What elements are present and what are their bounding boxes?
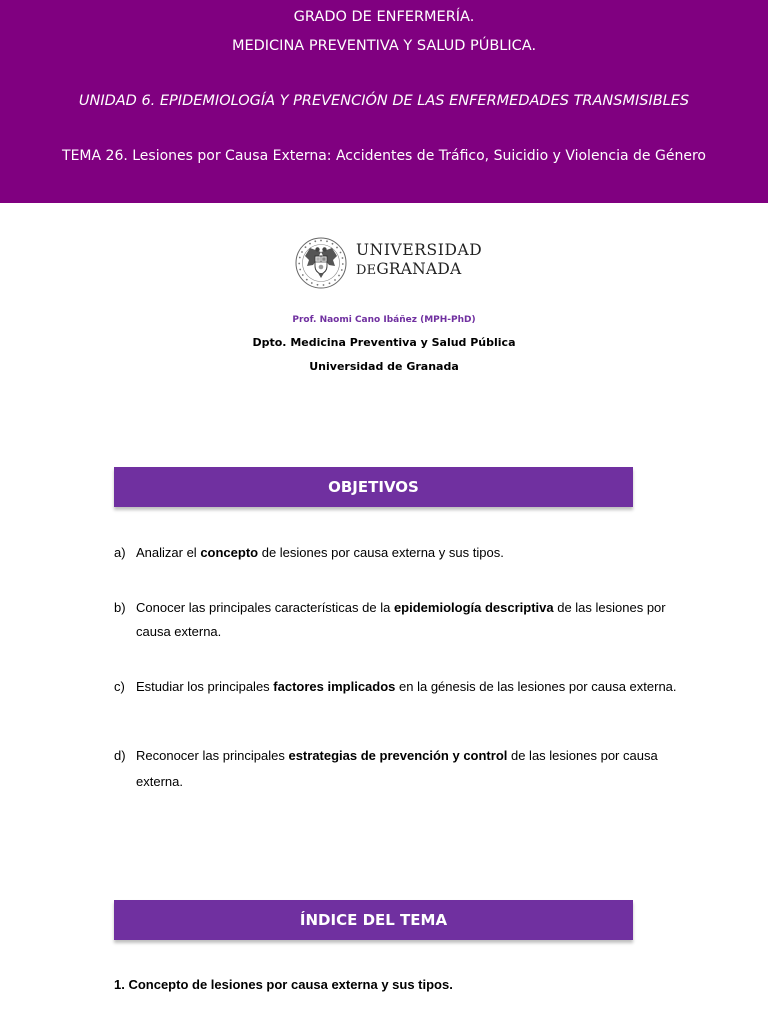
wordmark-line-2 (356, 260, 482, 280)
objective-keyword: factores implicados (273, 679, 396, 694)
document-header (0, 0, 768, 203)
degree-title: GRADO DE ENFERMERÍA. (293, 9, 475, 25)
index-heading: ÍNDICE DEL TEMA (114, 900, 633, 940)
objective-text: Analizar el concepto de lesiones por causa externa y sus tipos. (136, 545, 504, 560)
topic-title: TEMA 26. Lesiones por Causa Externa: Accidentes de Tráfico, Suicidio y Violencia de Género (62, 148, 706, 164)
objective-keyword: epidemiología descriptiva (393, 600, 554, 615)
university-wordmark (356, 241, 482, 280)
objective-keyword: estrategias de prevención y control (288, 748, 508, 763)
objective-marker: a) (114, 545, 126, 560)
wordmark-prefix: DE (356, 263, 377, 278)
professor-name: Prof. Naomi Cano Ibáñez (MPH-PhD) (292, 315, 476, 325)
university-logo (294, 236, 483, 290)
department-name: Dpto. Medicina Preventiva y Salud Pública (252, 336, 516, 349)
wordmark-line-1: UNIVERSIDAD (356, 241, 483, 259)
objective-text: Conocer las principales características de la epidemiología descriptiva de las lesiones por causa externa. (136, 600, 666, 639)
university-name: Universidad de Granada (309, 360, 459, 373)
objective-text: Estudiar los principales factores implicados en la génesis de las lesiones por causa externa. (136, 679, 677, 694)
objectives-heading: OBJETIVOS (114, 467, 633, 507)
university-seal-icon (294, 236, 348, 290)
objective-marker: c) (114, 679, 125, 694)
course-title: MEDICINA PREVENTIVA Y SALUD PÚBLICA. (231, 38, 537, 54)
objective-keyword: concepto (200, 545, 259, 560)
index-item: 1. Concepto de lesiones por causa externa y sus tipos. (114, 977, 453, 992)
objective-marker: b) (114, 600, 126, 615)
wordmark-main: GRANADA (376, 260, 462, 278)
objective-text: Reconocer las principales estrategias de prevención y control de las lesiones por causa externa. (136, 748, 658, 789)
objective-marker: d) (114, 748, 126, 763)
unit-title: UNIDAD 6. EPIDEMIOLOGÍA Y PREVENCIÓN DE LAS ENFERMEDADES TRANSMISIBLES (78, 93, 690, 109)
